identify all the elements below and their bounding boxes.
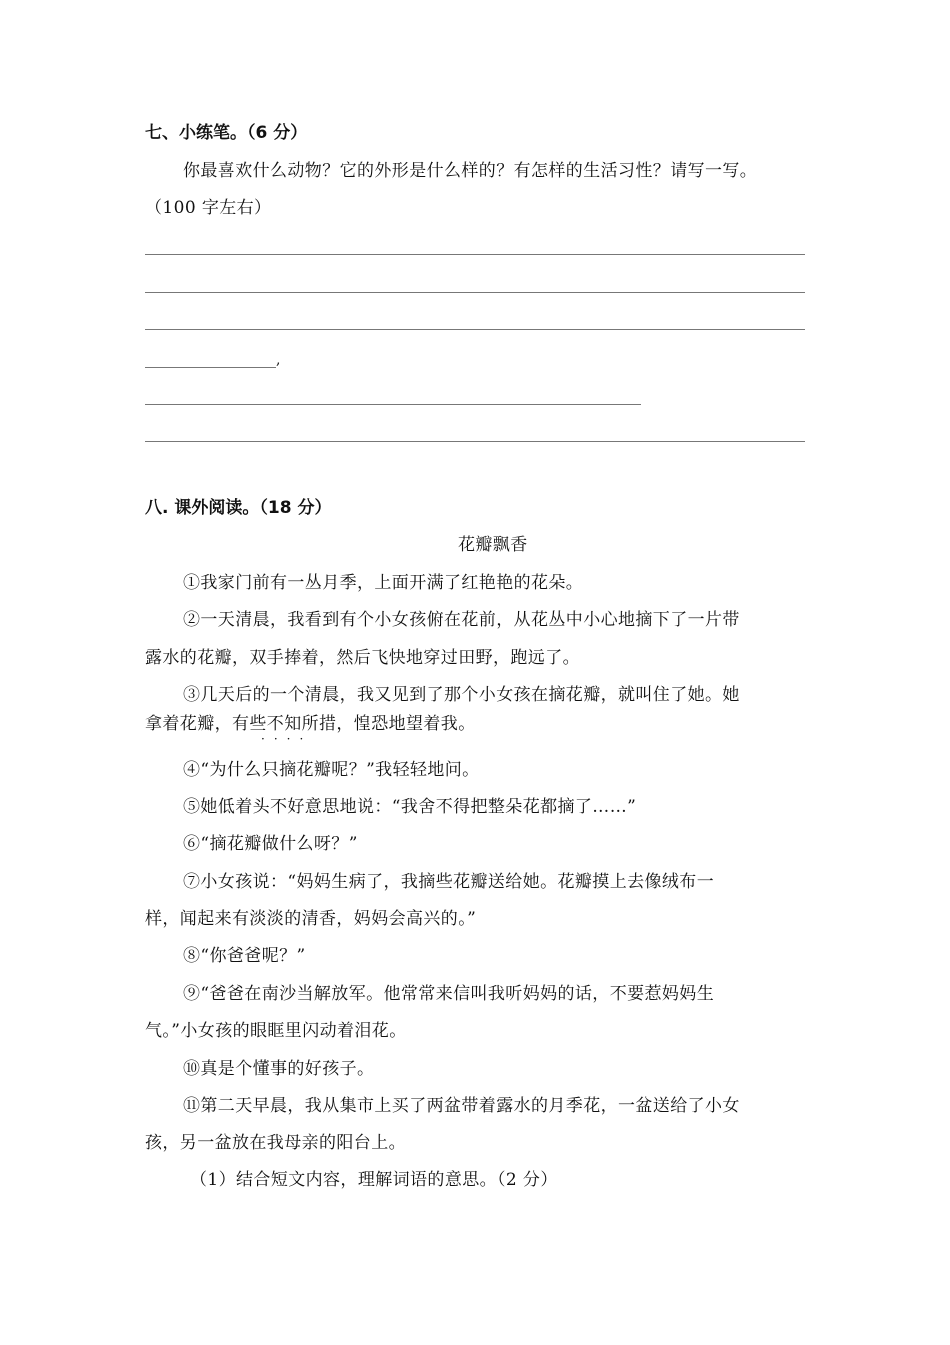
paragraph: 拿着花瓣，有些不知所措，惶恐地望着我。 bbox=[145, 714, 476, 734]
paragraph: 孩，另一盆放在我母亲的阳台上。 bbox=[145, 1133, 406, 1153]
paragraph: ①我家门前有一丛月季，上面开满了红艳艳的花朵。 bbox=[183, 573, 584, 593]
paragraph: 气。”小女孩的眼眶里闪动着泪花。 bbox=[145, 1021, 407, 1041]
paragraph: ⑨“爸爸在南沙当解放军。他常常来信叫我听妈妈的话，不要惹妈妈生 bbox=[183, 984, 715, 1004]
passage-title: 花瓣飘香 bbox=[458, 535, 528, 555]
section7-prompt: 你最喜欢什么动物？它的外形是什么样的？有怎样的生活习性？请写一写。 bbox=[183, 161, 758, 181]
writing-line-medium bbox=[145, 404, 641, 405]
paragraph: ③几天后的一个清晨，我又见到了那个小女孩在摘花瓣，就叫住了她。她 bbox=[183, 685, 740, 705]
emphasis-dots: ···· bbox=[261, 732, 313, 746]
paragraph: ⑪第二天早晨，我从集市上买了两盆带着露水的月季花，一盆送给了小女 bbox=[183, 1096, 740, 1116]
paragraph: 样，闻起来有淡淡的清香，妈妈会高兴的。” bbox=[145, 909, 477, 929]
question-1: （1）结合短文内容，理解词语的意思。（2 分） bbox=[190, 1170, 558, 1190]
paragraph: 露水的花瓣，双手捧着，然后飞快地穿过田野，跑远了。 bbox=[145, 648, 580, 668]
paragraph: ⑩真是个懂事的好孩子。 bbox=[183, 1059, 375, 1079]
paragraph: ⑦小女孩说：“妈妈生病了，我摘些花瓣送给她。花瓣摸上去像绒布一 bbox=[183, 872, 715, 892]
section7-note: （100 字左右） bbox=[145, 198, 272, 218]
writing-line bbox=[145, 292, 805, 293]
paragraph: ⑤她低着头不好意思地说：“我舍不得把整朵花都摘了……” bbox=[183, 797, 637, 817]
writing-line bbox=[145, 254, 805, 255]
section7-heading: 七、小练笔。（6 分） bbox=[145, 123, 308, 143]
writing-line-short bbox=[145, 367, 276, 368]
section8-heading: 八. 课外阅读。（18 分） bbox=[145, 498, 332, 518]
paragraph: ②一天清晨，我看到有个小女孩俯在花前，从花丛中小心地摘下了一片带 bbox=[183, 610, 740, 630]
paragraph: ④“为什么只摘花瓣呢？”我轻轻地问。 bbox=[183, 760, 480, 780]
paragraph: ⑥“摘花瓣做什么呀？” bbox=[183, 834, 358, 854]
writing-line bbox=[145, 329, 805, 330]
writing-line bbox=[145, 441, 805, 442]
comma-mark: , bbox=[276, 352, 281, 368]
paragraph: ⑧“你爸爸呢？” bbox=[183, 946, 306, 966]
